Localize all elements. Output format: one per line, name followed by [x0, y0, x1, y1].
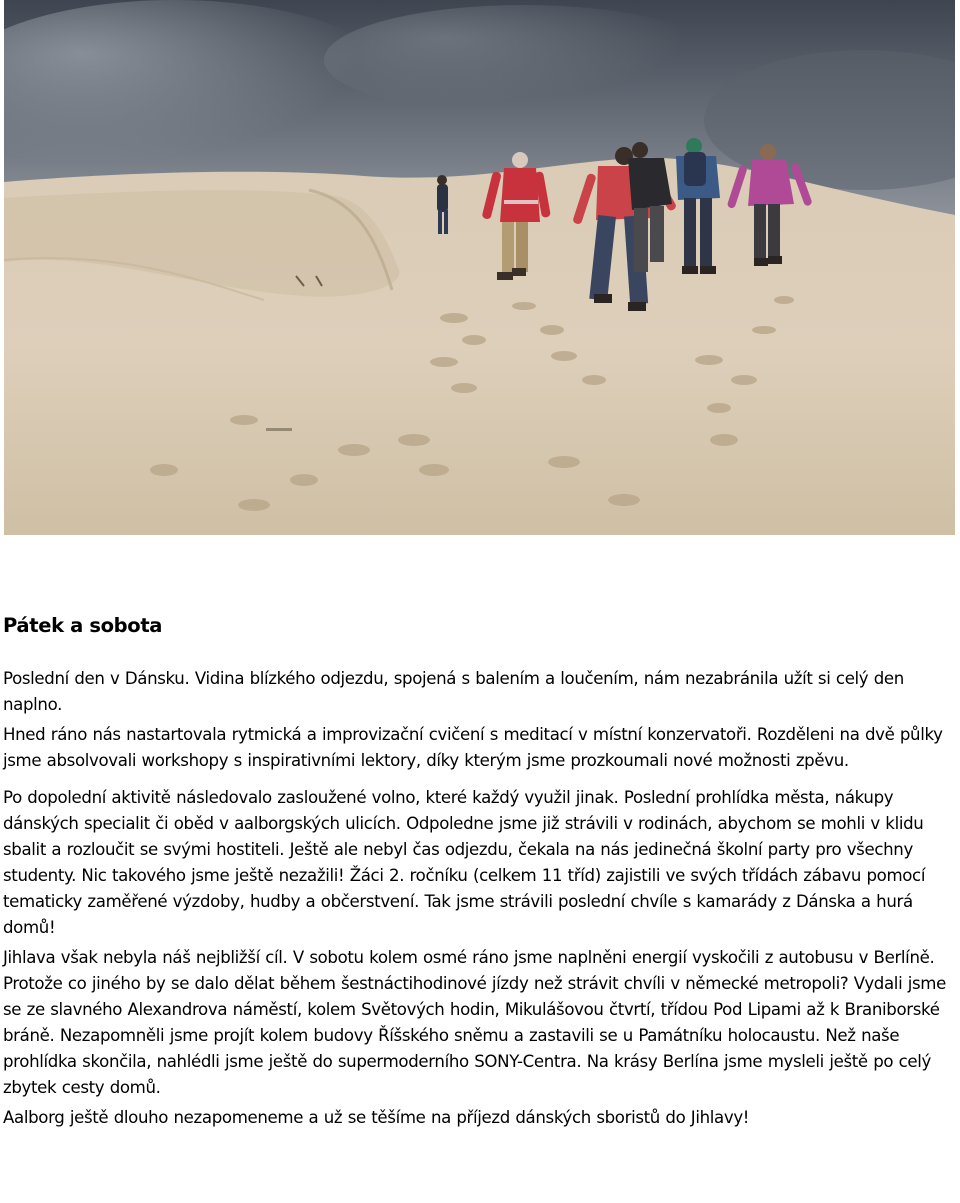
paragraph-closing: Aalborg ještě dlouho nezapomeneme a už se těšíme na příjezd dánských sboristů do Jihlavy! — [3, 1108, 750, 1127]
article — [3, 612, 953, 1131]
paragraph-morning-workshops: Hned ráno nás nastartovala rytmická a improvizační cvičení s meditací v místní konzervatoři. Rozděleni na dvě půlky jsme absolvovali workshopy s inspirativními lektory, díky kterým jsme prozkoumali nové možnosti zpěvu. — [3, 725, 943, 770]
section-title: Pátek a sobota — [3, 614, 163, 637]
dune-photo — [4, 0, 955, 535]
paragraph-afternoon-party: Po dopolední aktivitě následovalo zasloužené volno, které každý využil jinak. Poslední prohlídka města, nákupy dánských specialit či oběd v aalborgských ulicích. Odpoledne jsme již strávili v rodinách, abychom se mohli v klidu sbalit a rozloučit se svými hostiteli. Ještě ale nebyl čas odjezdu, čekala na nás jedinečná školní party pro všechny studenty. Nic takového jsme ještě nezažili! Žáci 2. ročníku (celkem 11 tříd) zajistili ve svých třídách zábavu pomocí tematicky zaměřené výzdoby, hudby a občerstvení. Tak jsme strávili poslední chvíle s kamarády z Dánska a hurá domů! — [3, 788, 926, 937]
paragraph-last-day: Poslední den v Dánsku. Vidina blízkého odjezdu, spojená s balením a loučením, nám nezabránila užít si celý den naplno. — [3, 669, 904, 714]
paragraph-berlin: Jihlava však nebyla náš nejbližší cíl. V sobotu kolem osmé ráno jsme naplněni energií vyskočili z autobusu v Berlíně. Protože co jiného by se dalo dělat během šestnáctihodinové jízdy než strávit chvíli v německé metropoli? Vydali jsme se ze slavného Alexandrova náměstí, kolem Světových hodin, Mikulášovou čtvrtí, třídou Pod Lipami až k Braniborské bráně. Nezapomněli jsme projít kolem budovy Říšského sněmu a zastavili se u Památníku holocaustu. Než naše prohlídka skončila, nahlédli jsme ještě do supermoderního SONY-Centra. Na krásy Berlína jsme mysleli ještě po celý zbytek cesty domů. — [3, 948, 946, 1097]
